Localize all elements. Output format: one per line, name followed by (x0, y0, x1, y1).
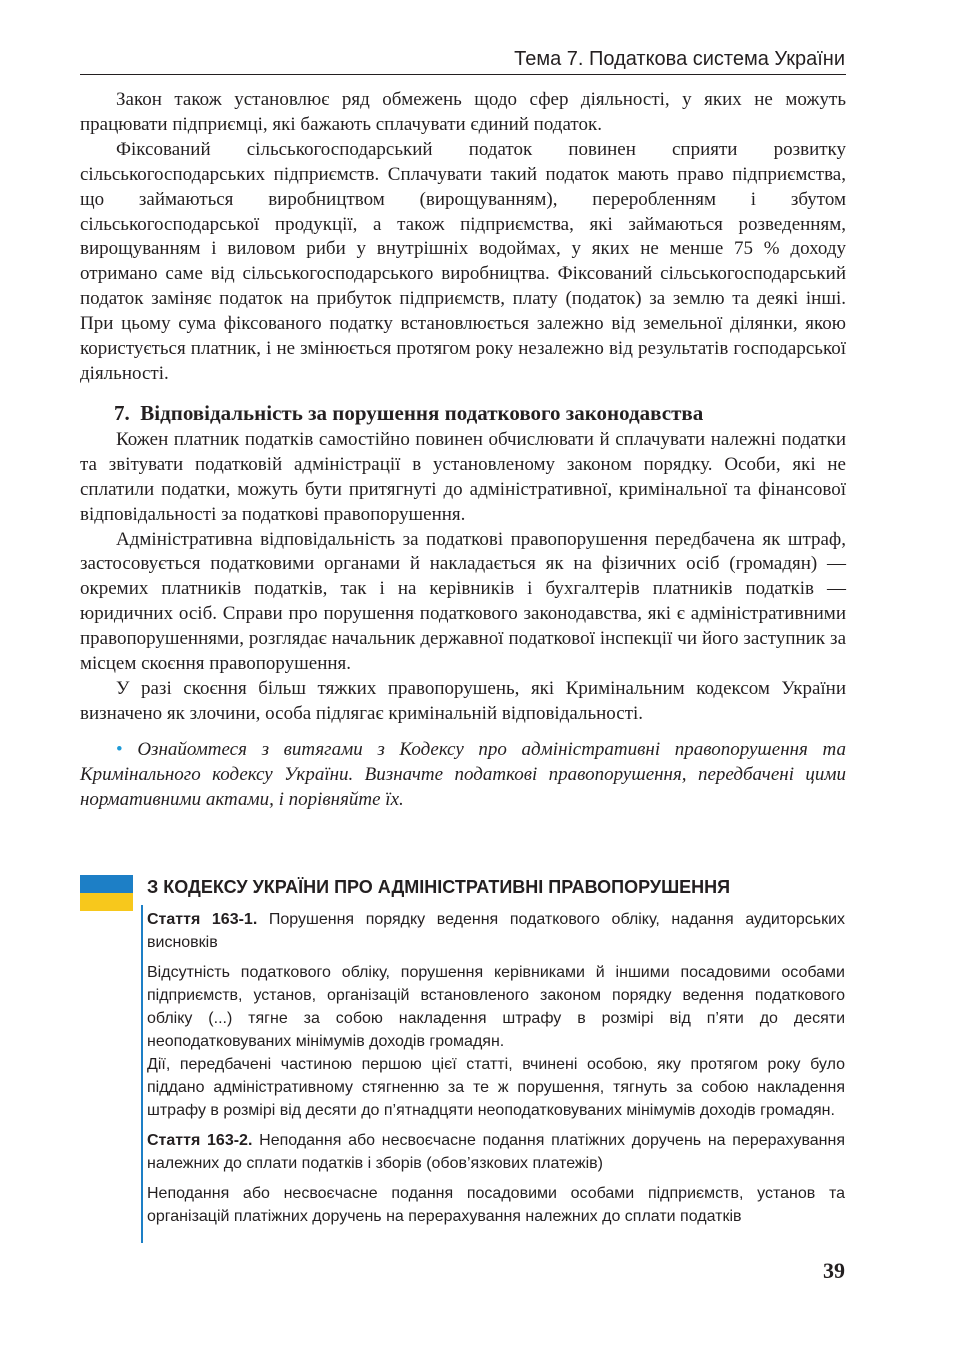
paragraph: У разі скоєння більш тяжких правопорушень, які Кримінальним кодексом України визначено як злочини, особа підлягає кримінальній відповідальності. (80, 677, 846, 724)
task-paragraph (80, 738, 846, 813)
article-heading (147, 908, 845, 954)
paragraph: Кожен платник податків самостійно повинен обчислювати й сплачувати належні податки та звітувати податковій адміністрації в установленому законом порядку. Особи, які не сплатили податки, можуть бути притягнуті до адміністративної, кримінальної та фінансової відповідальності за податкові правопорушення. (80, 428, 846, 525)
header-title: Тема 7. Податкова система України (514, 48, 845, 70)
article-label: Стаття 163-1. (147, 911, 258, 928)
article-paragraph: Неподання або несвоєчасне подання посадовими особами підприємств, установ та організацій платіжних доручень на перерахування належних до сплати податків (147, 1185, 845, 1225)
flag-yellow-stripe (80, 893, 133, 911)
excerpt-side-bar (141, 905, 143, 1243)
section-title: Відповідальність за порушення податкового законодавства (140, 400, 704, 425)
header-rule (80, 74, 846, 75)
section-number: 7. (114, 400, 130, 425)
paragraph: Закон також установлює ряд обмежень щодо сфер діяльності, у яких не можуть працювати підприємці, які бажають сплачувати єдиний податок. (80, 89, 846, 135)
article-label: Стаття 163-2. (147, 1132, 253, 1149)
article-heading (147, 1129, 845, 1175)
article-paragraph: Дії, передбачені частиною першою цієї статті, вчинені особою, яку протягом року було піддано адміністративному стягненню за те ж порушення, тягнуть за собою накладення штрафу в розмірі від десяти до п’ятнадцяти неоподатковуваних мінімумів доходів громадян. (147, 1056, 845, 1119)
ukraine-flag-icon (80, 875, 133, 911)
article-title: Неподання або несвоєчасне подання платіжних доручень на перерахування належних до сплати податків і зборів (обов’язкових платежів) (147, 1132, 846, 1172)
excerpt-title: З КОДЕКСУ УКРАЇНИ ПРО АДМІНІСТРАТИВНІ ПРАВОПОРУШЕННЯ (147, 877, 731, 897)
flag-blue-stripe (80, 875, 133, 893)
bullet-icon: • (116, 738, 123, 760)
task-text: Ознайомтеся з витягами з Кодексу про адміністративні правопорушення та Кримінального кодексу України. Визначте податкові правопорушення, передбачені цими нормативними актами, і порівняйте їх. (80, 738, 846, 810)
main-text (80, 88, 846, 812)
code-excerpt (147, 875, 845, 1228)
article-title: Порушення порядку ведення податкового обліку, надання аудиторських висновків (147, 911, 846, 951)
article-paragraph: Відсутність податкового обліку, порушення керівниками й іншими посадовими особами підприємств, установ, організацій встановленого законом порядку ведення податкового обліку (...) тягне за собою накладення штрафу в розмірі від п’яти до десяти неоподатковуваних мінімумів доходів громадян. (147, 964, 845, 1050)
section-heading (80, 400, 846, 426)
page-number: 39 (823, 1258, 845, 1283)
paragraph: Адміністративна відповідальність за податкові правопорушення передбачена як штраф, застосовується податковими органами й накладається як на фізичних осіб (громадян) — окремих платників податків, так і на керівників і бухгалтерів платників податків — юридичних осіб. Справи про порушення податкового законодавства, які є адміністративними правопорушеннями, розглядає начальник державної податкової інспекції чи його заступник за місцем скоєння правопорушення. (80, 528, 846, 675)
paragraph: Фіксований сільськогосподарський податок повинен сприяти розвитку сільськогосподарських підприємств. Сплачувати такий податок мають право підприємства, що займаються виробництвом (вирощуванням), переробленням і збутом сільськогосподарської продукції, а також підприємства, які займаються розведенням, вирощуванням і виловом риби у внутрішніх водоймах, у яких не менше 75 % доходу отримано саме від сільськогосподарського виробництва. Фіксований сільськогосподарський податок заміняє податок на прибуток підприємств, плату (податок) за землю та деякі інші. При цьому сума фіксованого податку встановлюється залежно від земельної ділянки, якою користується платник, і не змінюється протягом року незалежно від результатів господарської діяльності. (80, 138, 846, 384)
